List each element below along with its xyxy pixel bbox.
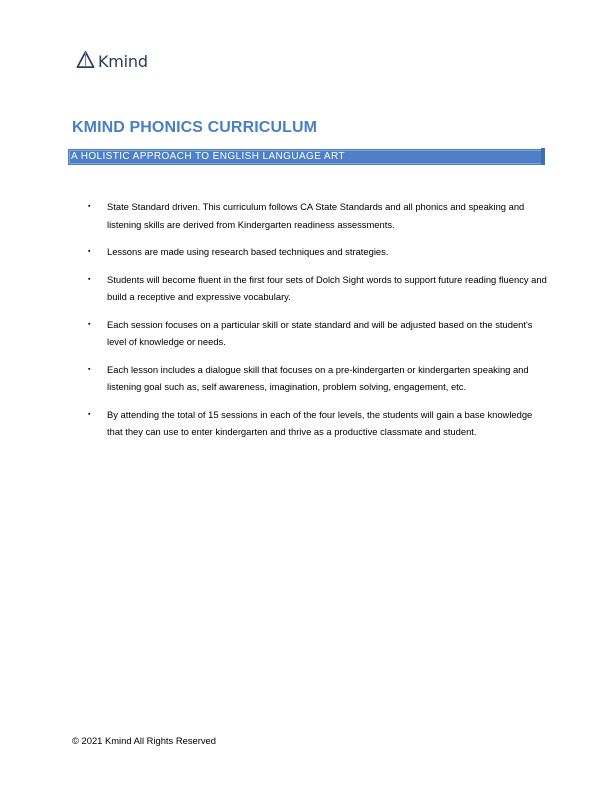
page-subtitle: A HOLISTIC APPROACH TO ENGLISH LANGUAGE ART bbox=[71, 151, 345, 162]
list-item bbox=[88, 271, 548, 306]
page-title: KMIND PHONICS CURRICULUM bbox=[72, 119, 318, 136]
bullet-icon: ▪ bbox=[88, 275, 91, 283]
logo-text: Kmind bbox=[98, 52, 148, 71]
list-item bbox=[88, 316, 548, 351]
list-item-text: Each session focuses on a particular skill or state standard and will be adjusted based on the student's level of knowledge or needs. bbox=[107, 318, 533, 347]
bullet-icon: ▪ bbox=[88, 203, 91, 210]
bullet-icon: ▪ bbox=[88, 248, 91, 255]
copyright-footer: © 2021 Kmind All Rights Reserved bbox=[72, 735, 216, 746]
bullet-icon: ▪ bbox=[88, 365, 91, 373]
list-item bbox=[88, 243, 548, 261]
list-item bbox=[88, 406, 548, 441]
list-item bbox=[88, 198, 548, 233]
bullet-icon: ▪ bbox=[88, 410, 91, 418]
list-item-text: By attending the total of 15 sessions in each of the four levels, the students will gain a base knowledge that they can use to enter kindergarten and thrive as a productive classmate and student. bbox=[107, 408, 533, 437]
logo bbox=[76, 48, 148, 71]
list-item-text: Lessons are made using research based techniques and strategies. bbox=[107, 246, 389, 257]
list-item-text: Students will become fluent in the first four sets of Dolch Sight words to support future reading fluency and build a receptive and expressive vocabulary. bbox=[107, 273, 547, 302]
list-item-text: State Standard driven. This curriculum follows CA State Standards and all phonics and speaking and listening skills are derived from Kindergarten readiness assessments. bbox=[107, 201, 525, 230]
subtitle-banner-edge bbox=[541, 148, 545, 165]
triangle-logo-icon bbox=[76, 50, 95, 69]
bullet-icon: ▪ bbox=[88, 320, 91, 328]
list-item-text: Each lesson includes a dialogue skill that focuses on a pre-kindergarten or kindergarten speaking and listening goal such as, self awareness, imagination, problem solving, engagement, etc. bbox=[107, 363, 529, 392]
list-item bbox=[88, 361, 548, 396]
bullet-list bbox=[88, 198, 548, 451]
